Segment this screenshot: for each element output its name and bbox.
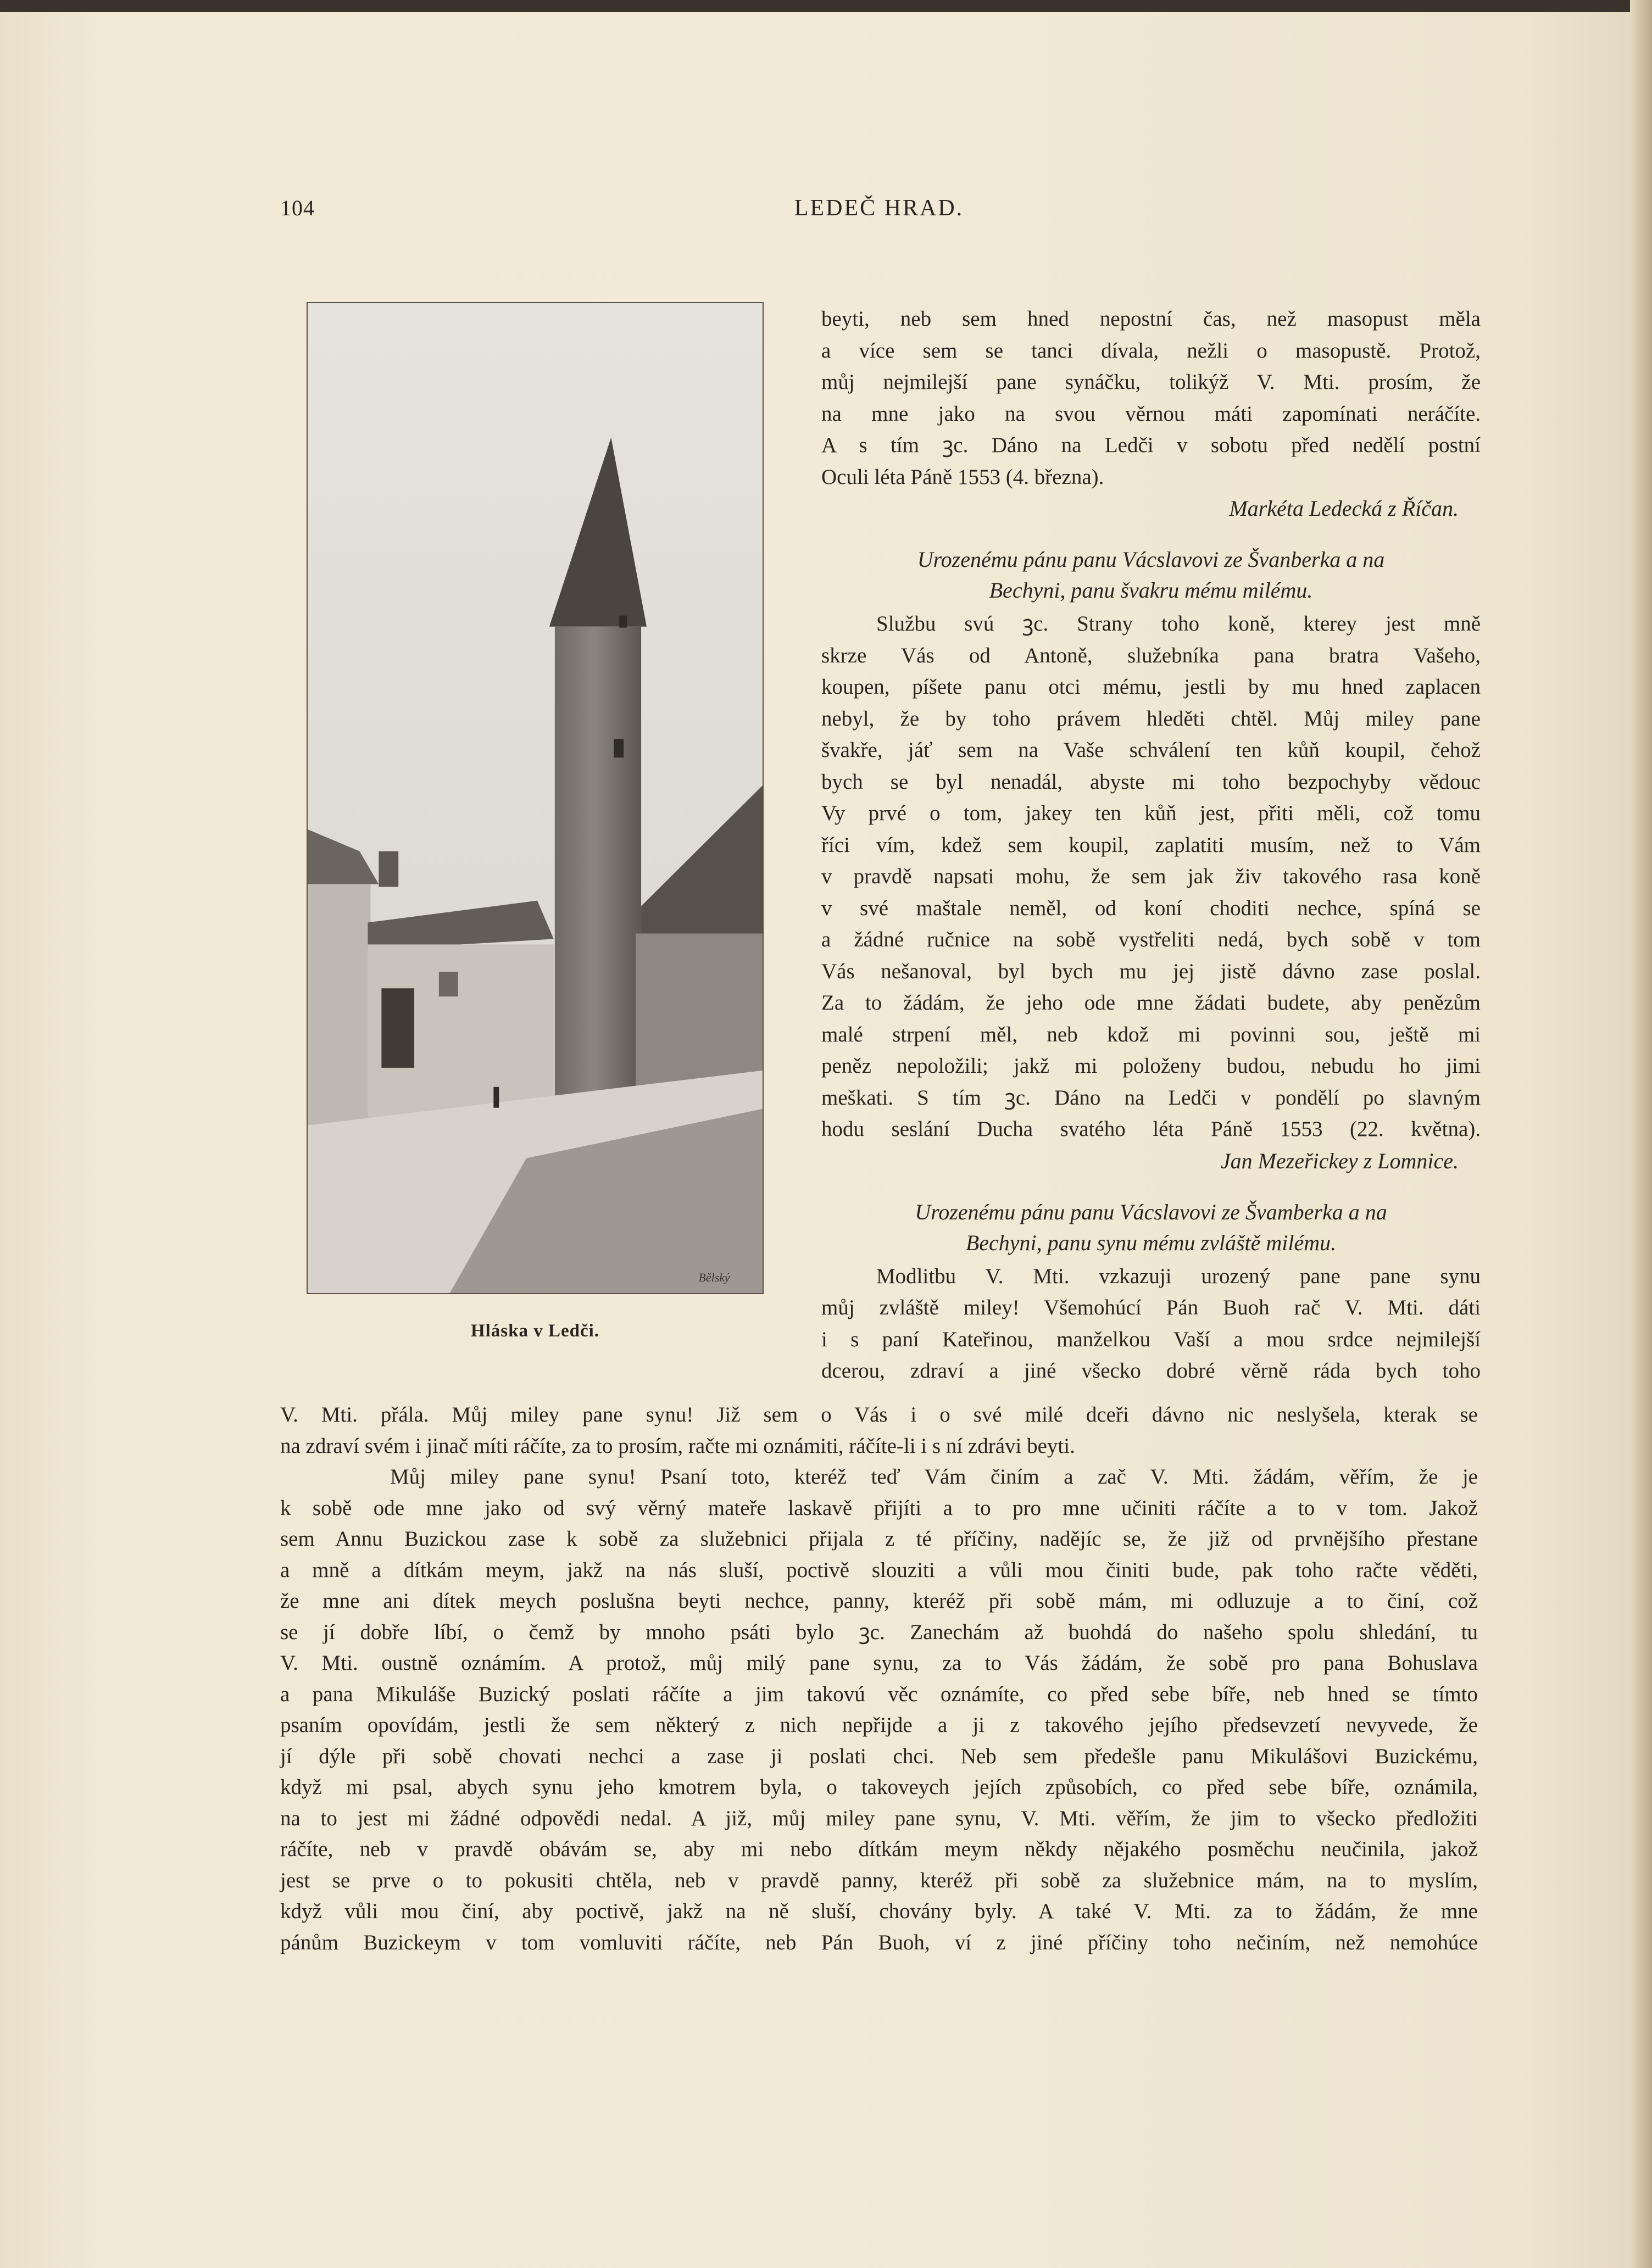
letter1-signature: Markéta Ledecká z Říčan. xyxy=(1229,496,1459,521)
text-line: ráčíte, neb v pravdě obávám se, aby mi nebo dítkám meym někdy nějakého posměchu neučinila, jakož xyxy=(280,1837,1478,1861)
left-wall xyxy=(308,884,370,1125)
text-line: i s paní Kateřinou, manželkou Vaší a mou srdce nejmilejší xyxy=(821,1327,1481,1351)
text-line: V. Mti. oustně oznámím. A protož, můj milý pane synu, za to Vás žádám, že sobě pro pana Bohuslava xyxy=(280,1651,1478,1675)
page-header xyxy=(280,195,1478,228)
text-line: malé strpení měl, neb kdož mi povinni sou, ještě mi xyxy=(821,1022,1481,1046)
scan-top-edge xyxy=(0,0,1652,12)
text-line: Oculi léta Páně 1553 (4. března). xyxy=(821,465,1104,489)
figure-person xyxy=(493,1087,499,1108)
text-line: koupen, píšete panu otci mému, jestli by mu hned zaplacen xyxy=(821,675,1481,699)
artist-signature: Bělský xyxy=(698,1270,730,1285)
page-number: 104 xyxy=(280,196,315,220)
text-line: na to jest mi žádné odpovědi nedal. A již, můj miley pane synu, V. Mti. věřím, že jim to všecko předložiti xyxy=(280,1806,1478,1830)
text-line: dcerou, zdraví a jiné všecko dobré věrně ráda bych toho xyxy=(821,1359,1481,1383)
text-line: meškati. S tím ꝫc. Dáno na Ledči v pondělí po slavným xyxy=(821,1085,1481,1110)
text-line: a pana Mikuláše Buzický poslati ráčíte a jim takovú věc oznámíte, co před sebe bíře, neb hned se tímto xyxy=(280,1682,1478,1706)
right-column xyxy=(821,303,1481,1387)
text-line: Vy prvé o tom, jakey ten kůň jest, přiti měli, což tomu xyxy=(821,801,1481,825)
text-line: peněz nepoložili; jakž mi položeny budou, nebudu ho jimi xyxy=(821,1054,1481,1078)
full-width-text xyxy=(280,1400,1478,1958)
tower-drawing xyxy=(308,303,763,1293)
letter2-text xyxy=(821,608,1481,1145)
window xyxy=(439,972,458,996)
text-line: můj zvláště miley! Všemohúcí Pán Buoh rač V. Mti. dáti xyxy=(821,1296,1481,1319)
doorway xyxy=(381,988,414,1068)
text-line: jí dýle při sobě chovati nechci a zase ji poslati chci. Neb sem předešle panu Mikulášovi Buzickému, xyxy=(280,1744,1478,1768)
text-line: Můj miley pane synu! Psaní toto, kteréž teď Vám činím a zač V. Mti. žádám, věřím, že je xyxy=(390,1465,1478,1489)
text-line: a více sem se tanci dívala, nežli o masopustě. Protož, xyxy=(821,338,1481,363)
letter1-text xyxy=(821,303,1481,493)
text-line: jest se prve o to pokusiti chtěla, neb v pravdě panny, kteréž při sobě za služebnice mám, na to myslím, xyxy=(280,1868,1478,1892)
address-line: Urozenému pánu panu Vácslavovi ze Švamberka a na xyxy=(915,1199,1387,1224)
address-line: Urozenému pánu panu Vácslavovi ze Švanberka a na xyxy=(917,547,1385,572)
running-title: LEDEČ HRAD. xyxy=(794,196,964,221)
address-line: Bechyni, panu švakru mému milému. xyxy=(989,578,1313,603)
text-line: na mne jako na svou věrnou máti zapomínati neráčíte. xyxy=(821,402,1481,426)
figure-caption: Hláska v Ledči. xyxy=(470,1321,600,1341)
chimney xyxy=(379,851,398,887)
text-line: skrze Vás od Antoně, služebníka pana bratra Vašeho, xyxy=(821,643,1481,667)
tower-window-middle xyxy=(614,739,624,757)
text-line: a mně a dítkám meym, jakž na nás sluší, poctivě slouziti a vůli mou činiti bude, pak toho račte věděti, xyxy=(280,1558,1478,1582)
text-line: můj nejmilejší pane synáčku, tolikýž V. Mti. prosím, že xyxy=(821,370,1481,394)
text-line: pánům Buzickeym v tom vomluviti ráčíte, neb Pán Buoh, ví z jiné příčiny toho nečiním, než nemohúce xyxy=(280,1930,1478,1954)
tower-body xyxy=(555,627,641,1147)
text-line: Službu svú ꝫc. Strany toho koně, kterey jest mně xyxy=(876,612,1481,636)
text-line: k sobě ode mne jako od svý věrný mateře laskavě přijíti a to pro mne učiniti ráčíte a to v tom. Jakož xyxy=(280,1496,1478,1520)
text-line: že mne ani dítek meych poslušna beyti nechce, panny, kteréž při sobě mám, mi odluzuje a to činí, což xyxy=(280,1589,1478,1613)
tower-illustration xyxy=(307,302,764,1294)
text-line: Za to žádám, že jeho ode mne žádati budete, aby penězům xyxy=(821,991,1481,1015)
page-right-edge xyxy=(1630,0,1652,2268)
text-line: v své maštale neměl, od koní choditi nechce, spíná se xyxy=(821,896,1481,920)
text-line: bych se byl nenadál, abyste mi toho bezpochyby vědouc xyxy=(821,770,1481,794)
text-line: a žádné ručnice na sobě vystřeliti nedá, bych sobě v tom xyxy=(821,928,1481,951)
text-line: V. Mti. přála. Můj miley pane synu! Již sem o Vás i o své milé dceři dávno nic neslyšela, kterak se xyxy=(280,1403,1478,1426)
text-line: Modlitbu V. Mti. vzkazuji urozený pane pane synu xyxy=(876,1264,1481,1288)
text-line: A s tím ꝫc. Dáno na Ledči v sobotu před nedělí postní xyxy=(821,433,1481,457)
address-line: Bechyni, panu synu mému zvláště milému. xyxy=(965,1230,1337,1255)
text-line: v pravdě napsati mohu, že sem jak živ takového rasa koně xyxy=(821,865,1481,888)
text-line: beyti, neb sem hned nepostní čas, než masopust měla xyxy=(821,307,1481,331)
text-line: nebyl, že by toho právem hleděti chtěl. Můj miley pane xyxy=(821,706,1481,731)
letter2-address xyxy=(821,544,1481,606)
text-line: psaním opovídám, jestli že sem některý z nich nepřijde a ji z takového jejího předsevzetí nevyvede, že xyxy=(280,1713,1478,1737)
text-line: švakře, jáť sem na Vaše schválení ten kůň koupil, čehož xyxy=(821,738,1481,762)
text-line: když vůli mou činí, aby poctivě, jakž na ně sluší, chovány byly. A také V. Mti. za to žádám, že mne xyxy=(280,1899,1478,1923)
text-line: Vás nešanoval, byl bych mu jej jistě dávno zase poslal. xyxy=(821,959,1481,983)
text-line: hodu seslání Ducha svatého léta Páně 1553 (22. května). xyxy=(821,1117,1481,1141)
text-line: když mi psal, abych synu jeho kmotrem byla, o takoveych jejích způsobích, co před sebe bíře, oznámila, xyxy=(280,1775,1478,1799)
text-line: sem Annu Buzickou zase k sobě za služebnici přijala z té příčiny, nadějíc se, že již od prvnějšího přestane xyxy=(280,1527,1478,1551)
letter3-address xyxy=(821,1197,1481,1258)
letter2-signature: Jan Mezeřickey z Lomnice. xyxy=(1220,1148,1459,1173)
tower-window-top xyxy=(619,616,627,628)
text-line: na zdraví svém i jinač míti ráčíte, za to prosím, račte mi oznámiti, ráčíte-li i s ní zdrávi beyti. xyxy=(280,1434,1075,1458)
letter3-column-text xyxy=(821,1261,1481,1387)
text-line: říci vím, kdež sem koupil, zaplatiti musím, než to Vám xyxy=(821,833,1481,857)
text-line: se jí dobře líbí, o čemž by mnoho psáti bylo ꝫc. Zanechám až buohdá do našeho spolu shledání, tu xyxy=(280,1620,1478,1644)
